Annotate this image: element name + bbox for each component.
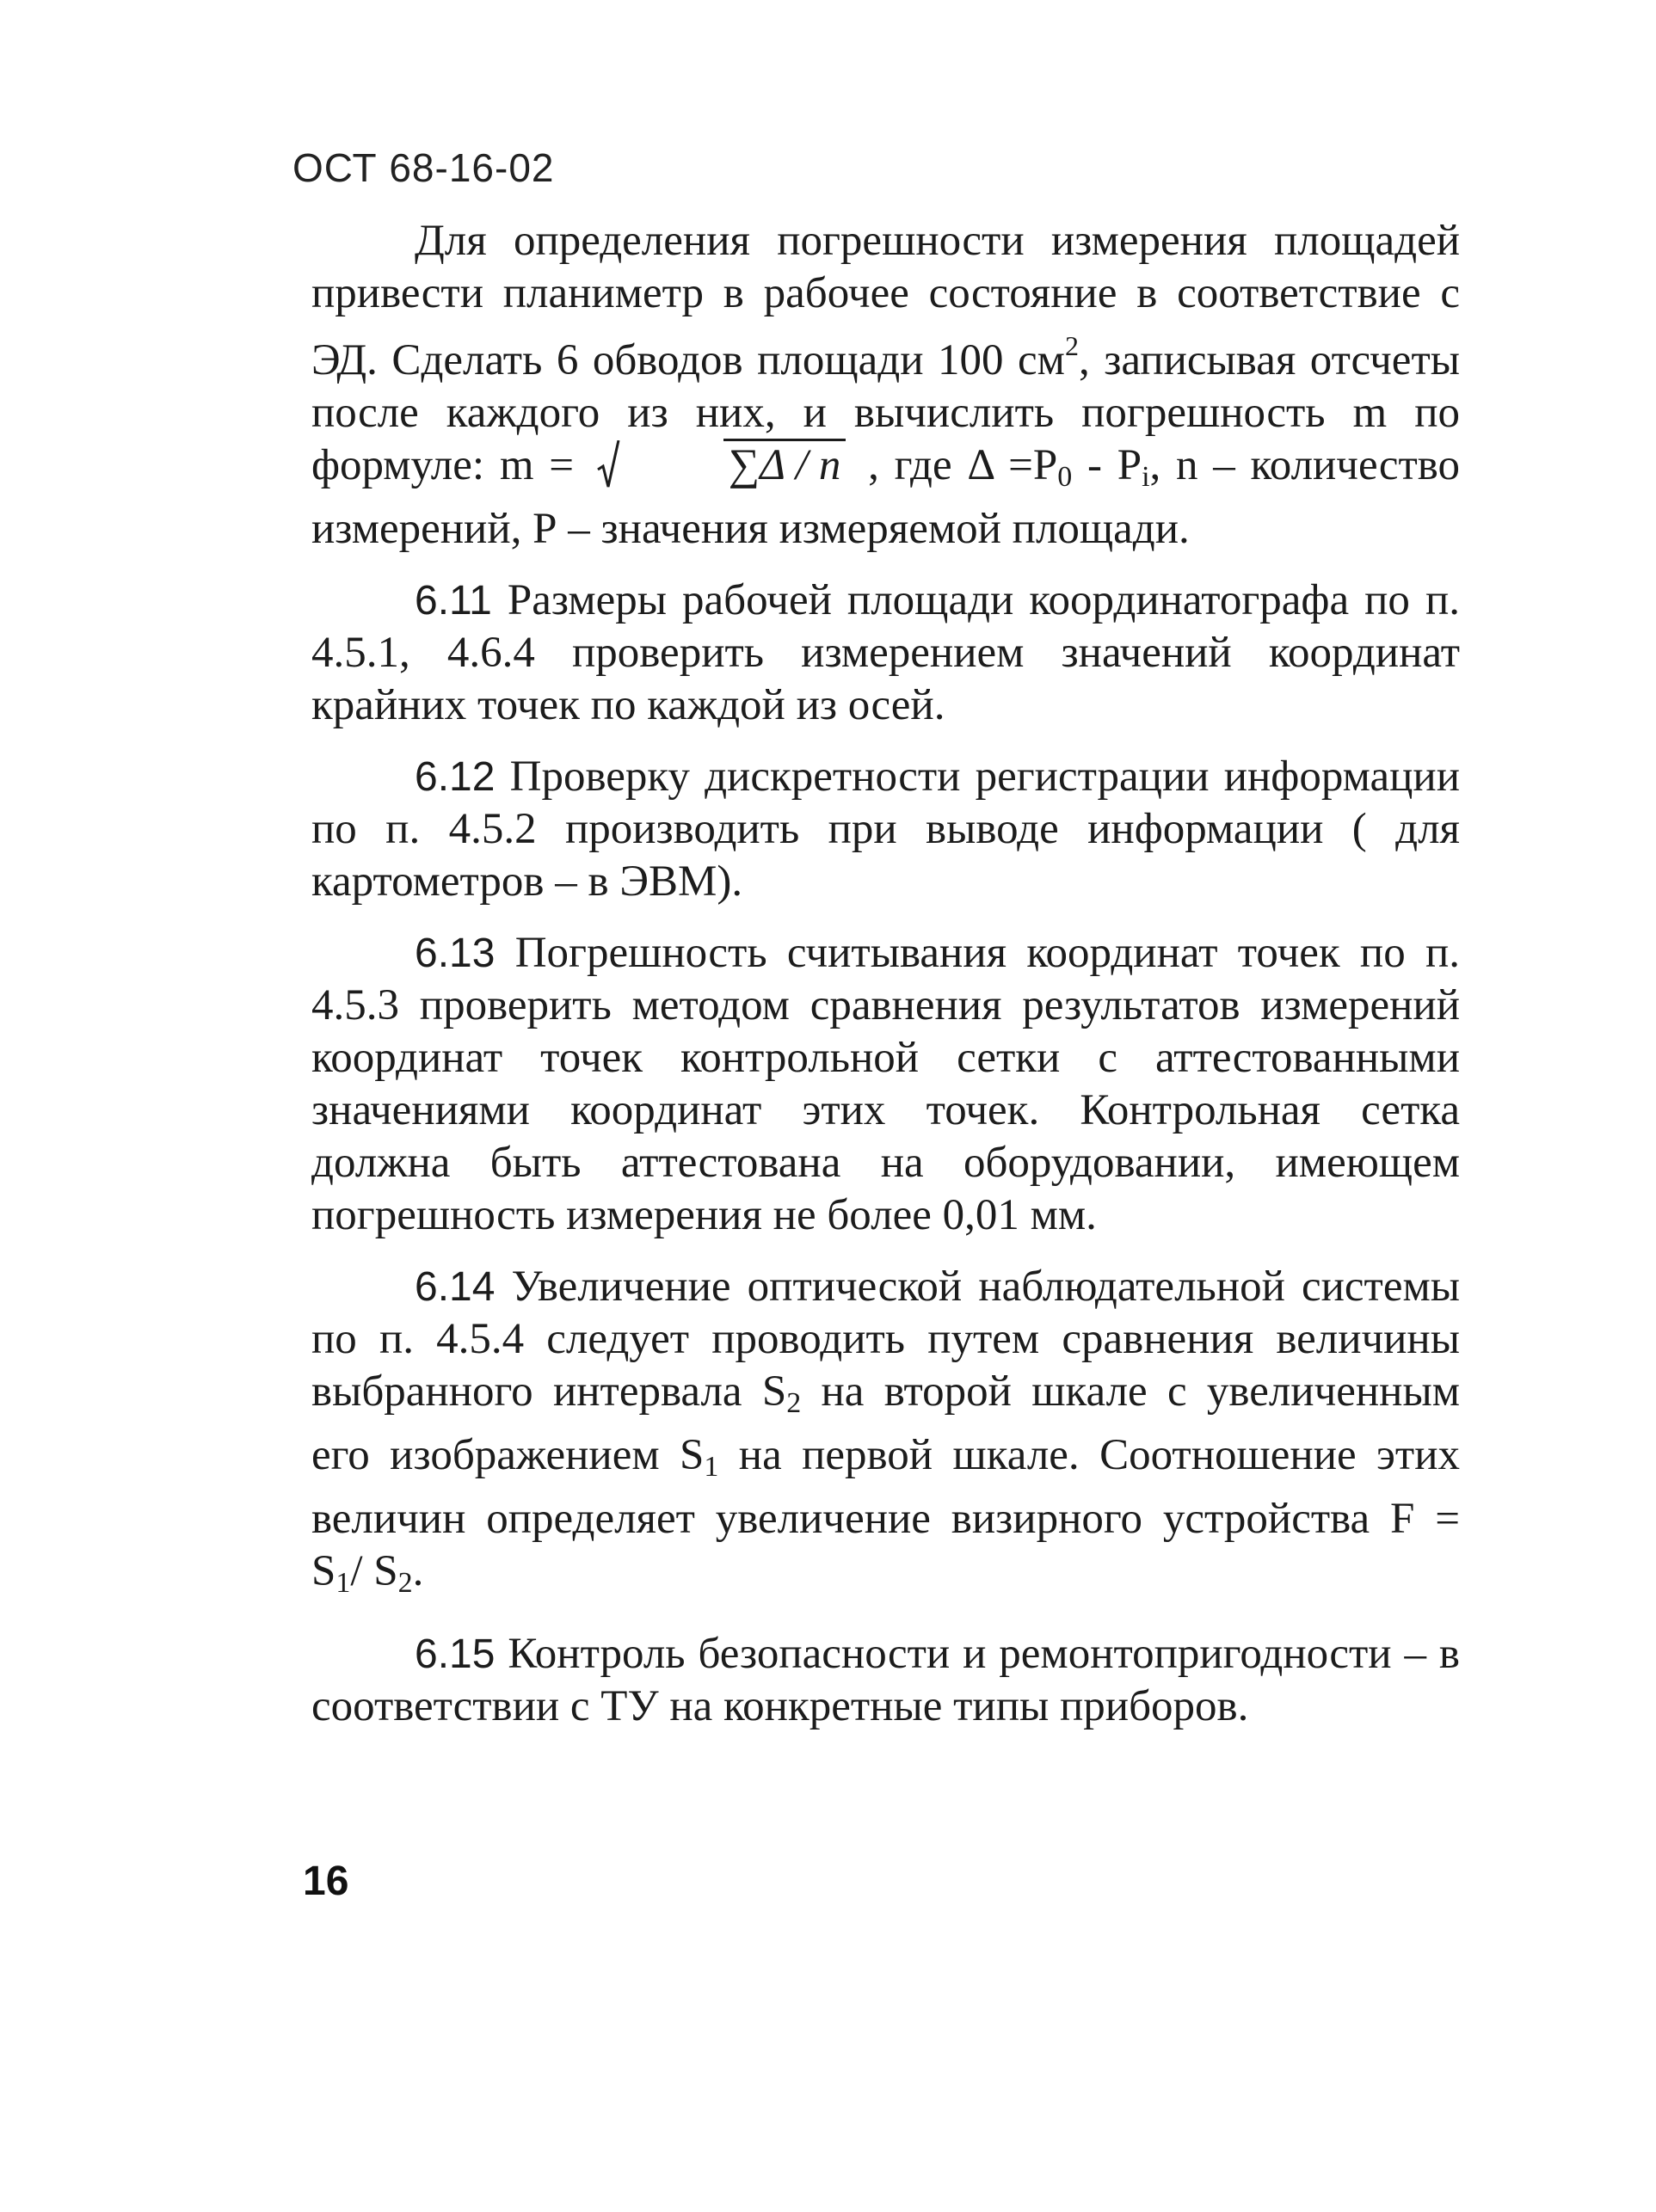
formula-pi-subscript: i	[1142, 461, 1150, 493]
section-6-11	[311, 575, 1460, 732]
document-code: ОСТ 68-16-02	[292, 145, 555, 190]
section-6-14	[311, 1261, 1460, 1609]
s1-subscript: 1	[704, 1451, 719, 1483]
square-root-sign	[596, 440, 620, 488]
formula-tail-3: , n – количество измерений, Р – значения измеряемой площади.	[311, 441, 1461, 553]
s614-text-2: на второй шкале с увеличенным его изображением S	[311, 1367, 1460, 1479]
section-6-12	[311, 751, 1460, 908]
formula-lhs: m =	[499, 441, 575, 489]
s2-subscript-formula: 2	[397, 1567, 413, 1599]
intro-superscript: 2	[1064, 330, 1079, 361]
section-text: Проверку дискретности регистрации информации по п. 4.5.2 производить при выводе информации ( для картометров – в ЭВМ).	[311, 753, 1461, 906]
intro-paragraph	[311, 215, 1460, 556]
s614-text-3: на первой шкале. Соотношение этих величин определяет увеличение визирного устройства F = S	[311, 1431, 1460, 1595]
section-text: Контроль безопасности и ремонтопригодности – в соответствии с ТУ на конкретные типы приборов.	[311, 1630, 1460, 1730]
formula-tail-1: , где Δ =P	[868, 441, 1058, 489]
section-number: 6.13	[415, 931, 496, 976]
section-number: 6.11	[415, 578, 492, 624]
s614-text-4: / S	[350, 1547, 398, 1595]
square-root-formula	[596, 439, 846, 492]
section-text: Погрешность считывания координат точек по п. 4.5.3 проверить методом сравнения результатов измерений координат точек контрольной сетки с аттестованными значениями координат этих точек. Контрольная сетка должна быть аттестована на оборудовании, имеющем погрешность измерения не более 0,01 мм.	[311, 929, 1461, 1239]
s2-subscript: 2	[786, 1387, 802, 1419]
intro-text-1: Для определения погрешности измерения площадей привести планиметр в рабочее состояние в соответствие с ЭД. Сделать 6 обводов площади 100 см	[311, 217, 1460, 384]
s614-text-5: .	[412, 1547, 424, 1595]
section-number: 6.12	[415, 754, 496, 800]
s1-subscript-formula: 1	[336, 1567, 351, 1599]
section-text: Размеры рабочей площади координатографа по п. 4.5.1, 4.6.4 проверить измерением значений координат крайних точек по каждой из осей.	[311, 576, 1461, 729]
body-text	[311, 215, 1460, 1752]
section-number: 6.14	[415, 1264, 496, 1310]
page-number: 16	[303, 1859, 349, 1904]
formula-tail-2: - P	[1072, 441, 1142, 489]
section-number: 6.15	[415, 1631, 496, 1677]
formula-radicand: ∑Δ / n	[723, 439, 846, 489]
intro-text-2: , записывая отсчеты после каждого из них, и вычислить погрешность m по формуле:	[311, 336, 1460, 489]
formula-p0-subscript: 0	[1057, 461, 1073, 493]
section-6-13	[311, 927, 1460, 1242]
s614-text-1: Увеличение оптической наблюдательной системы по п. 4.5.4 следует проводить путем сравнения величины выбранного интервала S	[311, 1263, 1460, 1416]
section-6-15	[311, 1628, 1460, 1733]
